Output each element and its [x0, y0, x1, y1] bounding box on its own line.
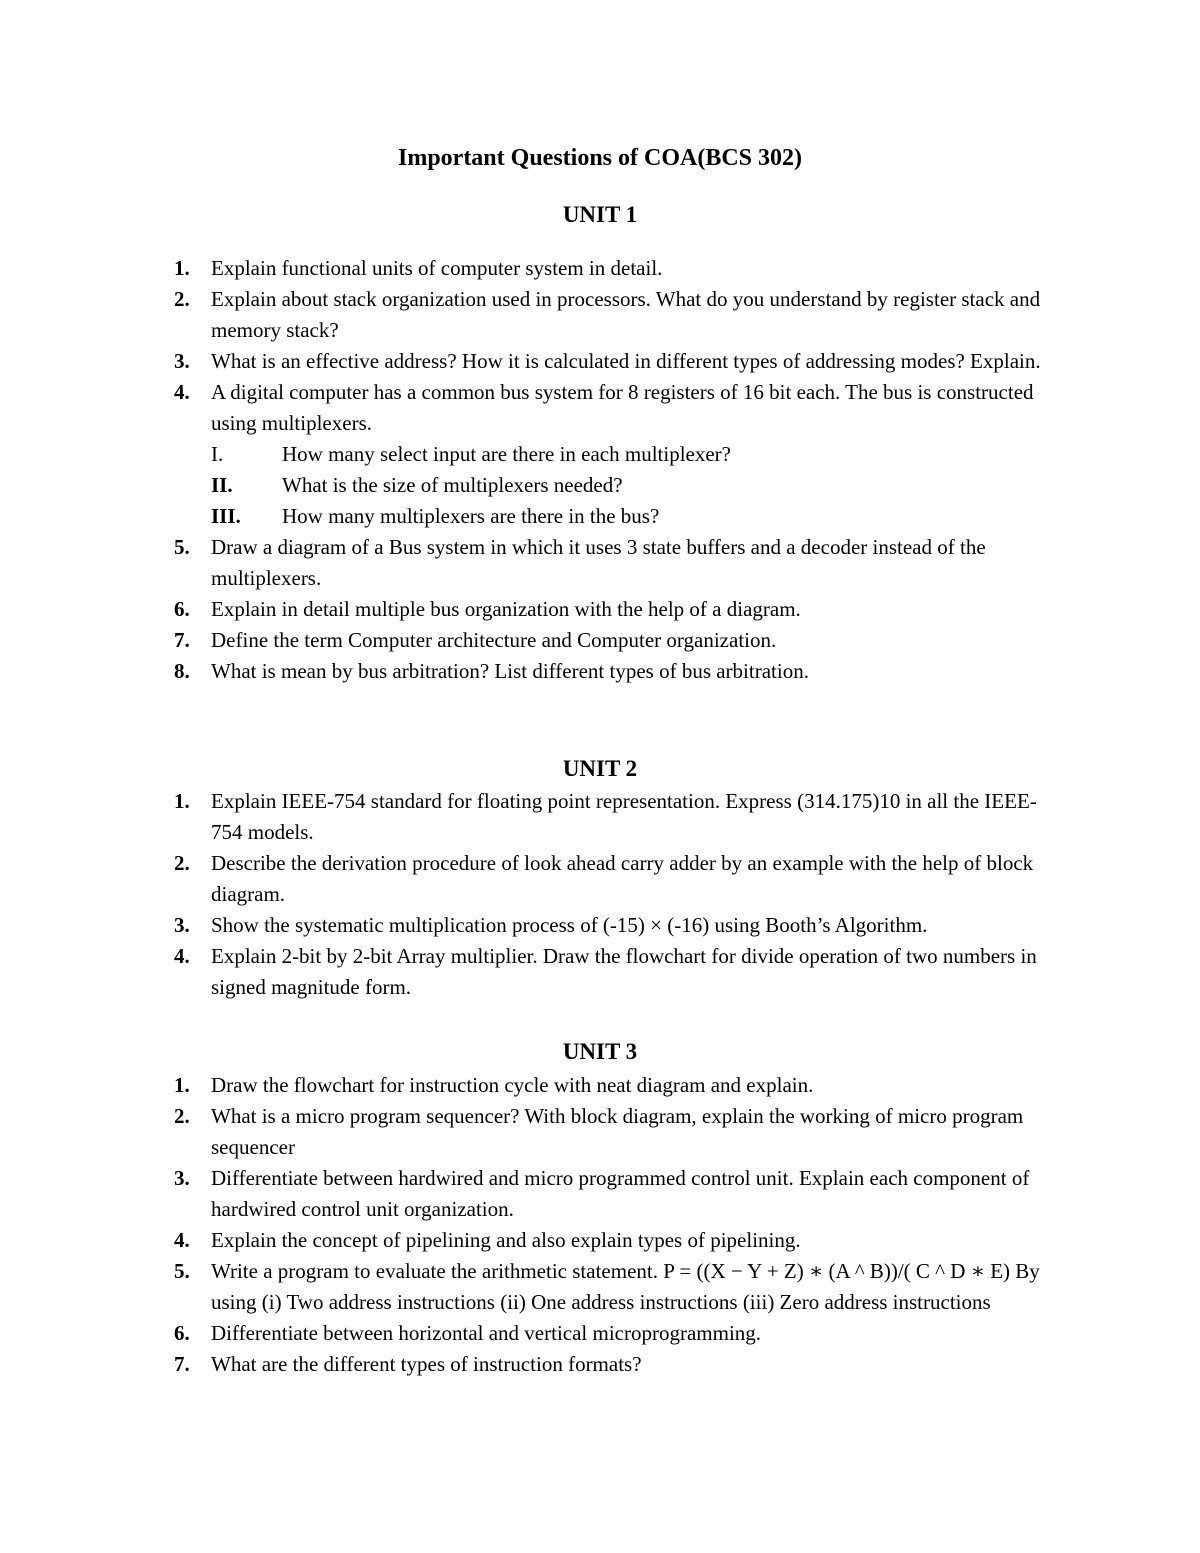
- question-item: [0, 284, 1200, 346]
- question-number: 6.: [174, 597, 190, 621]
- question-text: A digital computer has a common bus system for 8 registers of 16 bit each. The bus is constructed using multiplexers.: [211, 380, 1034, 435]
- question-item: [0, 1318, 1200, 1349]
- question-item: [0, 1163, 1200, 1225]
- question-item: [0, 1070, 1200, 1101]
- question-number: 6.: [174, 1321, 190, 1345]
- question-number: 8.: [174, 659, 190, 683]
- question-number: 2.: [174, 851, 190, 875]
- unit-2-question-list: [0, 786, 1200, 1003]
- question-item: [0, 910, 1200, 941]
- question-item: [0, 786, 1200, 848]
- question-text: Write a program to evaluate the arithmetic statement. P = ((X − Y + Z) ∗ (A ^ B))/( C ^ D ∗ E) By using (i) Two address instructions (ii) One address instructions (iii) Zero address instructions: [211, 1259, 1040, 1314]
- sub-question-number: III.: [211, 504, 241, 528]
- question-number: 3.: [174, 1166, 190, 1190]
- question-number: 1.: [174, 256, 190, 280]
- unit-3-question-list: [0, 1070, 1200, 1380]
- question-text: What are the different types of instruction formats?: [211, 1352, 642, 1376]
- question-item: [0, 1101, 1200, 1163]
- unit-3-heading: UNIT 3: [562, 1039, 638, 1064]
- question-item: [0, 377, 1200, 532]
- unit-2-heading: UNIT 2: [562, 756, 638, 781]
- question-text: What is an effective address? How it is calculated in different types of addressing modes? Explain.: [211, 349, 1041, 373]
- sub-question-number: II.: [211, 473, 233, 497]
- question-text: Describe the derivation procedure of look ahead carry adder by an example with the help of block diagram.: [211, 851, 1034, 906]
- question-text: Explain about stack organization used in processors. What do you understand by register stack and memory stack?: [211, 287, 1041, 342]
- question-item: [0, 656, 1200, 687]
- document-title: Important Questions of COA(BCS 302): [397, 145, 802, 171]
- question-text: Explain in detail multiple bus organization with the help of a diagram.: [211, 597, 801, 621]
- question-item: [0, 1225, 1200, 1256]
- sub-question-item: [211, 470, 1200, 501]
- sub-question-list: [0, 439, 1200, 532]
- question-text: Differentiate between hardwired and micro programmed control unit. Explain each component of hardwired control unit organization.: [211, 1166, 1030, 1221]
- sub-question-text: How many multiplexers are there in the bus?: [282, 504, 660, 528]
- question-number: 3.: [174, 913, 190, 937]
- question-number: 5.: [174, 535, 190, 559]
- unit-1-heading: UNIT 1: [562, 202, 638, 227]
- question-text: Define the term Computer architecture and Computer organization.: [211, 628, 777, 652]
- question-item: [0, 625, 1200, 656]
- question-item: [0, 594, 1200, 625]
- question-item: [0, 1256, 1200, 1318]
- question-item: [0, 346, 1200, 377]
- question-text: Explain 2-bit by 2-bit Array multiplier. Draw the flowchart for divide operation of two numbers in signed magnitude form.: [211, 944, 1037, 999]
- sub-question-item: [211, 501, 1200, 532]
- sub-question-number: I.: [211, 442, 224, 466]
- question-text: Explain the concept of pipelining and also explain types of pipelining.: [211, 1228, 801, 1252]
- sub-question-text: How many select input are there in each multiplexer?: [282, 442, 731, 466]
- question-number: 3.: [174, 349, 190, 373]
- question-item: [0, 532, 1200, 594]
- question-number: 4.: [174, 1228, 190, 1252]
- question-item: [0, 941, 1200, 1003]
- question-number: 1.: [174, 789, 190, 813]
- question-item: [0, 848, 1200, 910]
- question-number: 7.: [174, 1352, 190, 1376]
- sub-question-text: What is the size of multiplexers needed?: [282, 473, 623, 497]
- sub-question-item: [211, 439, 1200, 470]
- question-text: Explain IEEE-754 standard for floating point representation. Express (314.175)10 in all the IEEE-754 models.: [211, 789, 1037, 844]
- question-number: 1.: [174, 1073, 190, 1097]
- question-text: Show the systematic multiplication process of (-15) × (-16) using Booth’s Algorithm.: [211, 913, 928, 937]
- question-number: 4.: [174, 944, 190, 968]
- question-number: 5.: [174, 1259, 190, 1283]
- unit-1-question-list: [0, 253, 1200, 687]
- question-text: Differentiate between horizontal and vertical microprogramming.: [211, 1321, 762, 1345]
- question-text: What is mean by bus arbitration? List different types of bus arbitration.: [211, 659, 809, 683]
- question-text: Draw the flowchart for instruction cycle with neat diagram and explain.: [211, 1073, 814, 1097]
- question-item: [0, 1349, 1200, 1380]
- question-text: What is a micro program sequencer? With block diagram, explain the working of micro program sequencer: [211, 1104, 1024, 1159]
- question-text: Explain functional units of computer system in detail.: [211, 256, 663, 280]
- question-item: [0, 253, 1200, 284]
- question-number: 4.: [174, 380, 190, 404]
- question-number: 2.: [174, 1104, 190, 1128]
- question-text: Draw a diagram of a Bus system in which it uses 3 state buffers and a decoder instead of the multiplexers.: [211, 535, 986, 590]
- question-number: 2.: [174, 287, 190, 311]
- question-number: 7.: [174, 628, 190, 652]
